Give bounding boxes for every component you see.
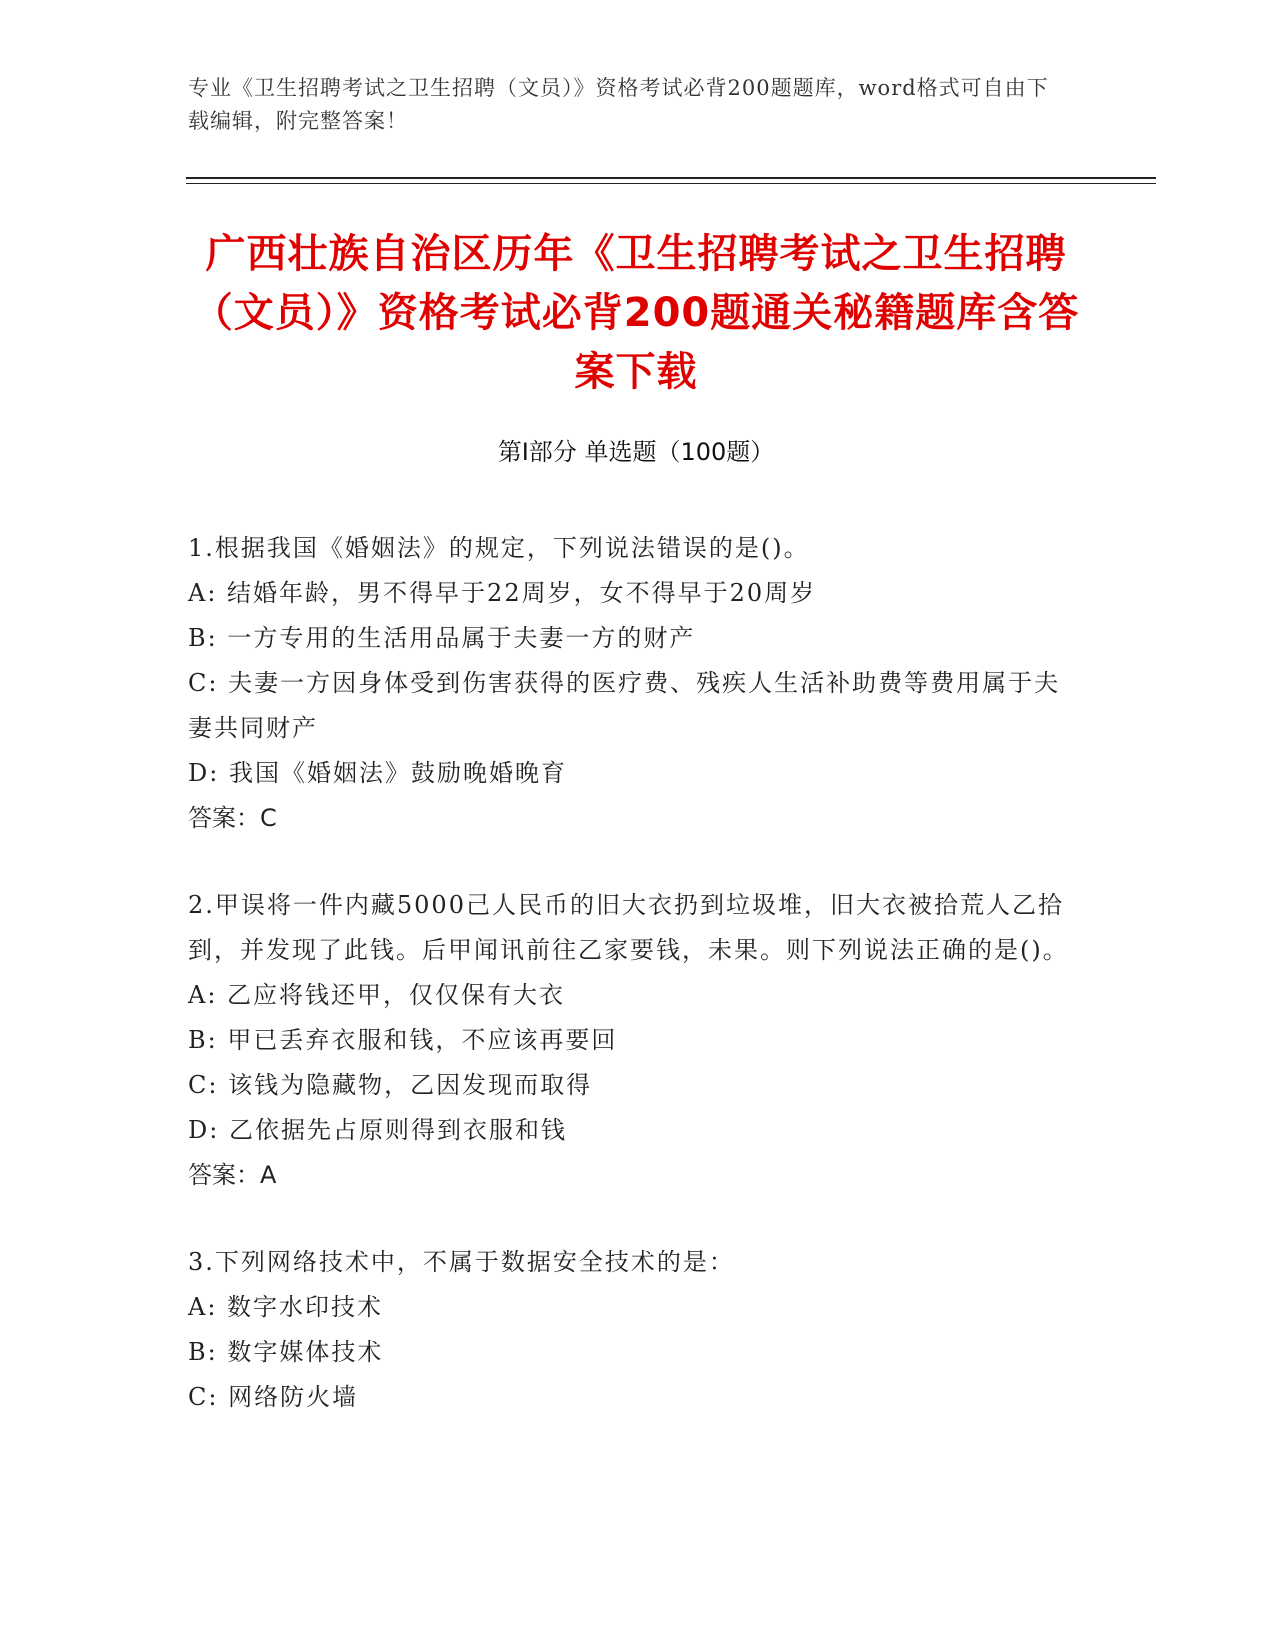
- question-stem: 3.下列网络技术中，不属于数据安全技术的是：: [188, 1248, 735, 1276]
- option-d: D: 我国《婚姻法》鼓励晚婚晚育: [188, 759, 567, 787]
- header-rule-thick: [186, 177, 1156, 179]
- option-b: B: 数字媒体技术: [188, 1338, 384, 1366]
- option-c: C: 夫妻一方因身体受到伤害获得的医疗费、残疾人生活补助费等费用属于夫妻共同财产: [188, 669, 1061, 742]
- header-rule-thin: [186, 183, 1156, 184]
- option-b: B: 一方专用的生活用品属于夫妻一方的财产: [188, 624, 696, 652]
- answer-line: 答案：A: [188, 1161, 277, 1189]
- section-title: 第Ⅰ部分 单选题（100题）: [497, 438, 775, 466]
- option-c: C: 该钱为隐藏物，乙因发现而取得: [188, 1071, 593, 1099]
- option-a: A: 数字水印技术: [188, 1293, 384, 1321]
- header-note: 专业《卫生招聘考试之卫生招聘（文员）》资格考试必背200题题库，word格式可自由下载编辑，附完整答案！: [188, 76, 1049, 133]
- option-d: D: 乙依据先占原则得到衣服和钱: [188, 1116, 567, 1144]
- question-2: [188, 883, 1078, 1198]
- option-a: A: 乙应将钱还甲，仅仅保有大衣: [188, 981, 566, 1009]
- question-list: [188, 526, 1078, 1462]
- option-a: A: 结婚年龄，男不得早于22周岁，女不得早于20周岁: [188, 579, 817, 607]
- question-1: [188, 526, 1078, 841]
- document-title: 广西壮族自治区历年《卫生招聘考试之卫生招聘（文员）》资格考试必背200题通关秘籍题库含答案下载: [192, 231, 1080, 395]
- option-c: C: 网络防火墙: [188, 1383, 359, 1411]
- question-stem: 1.根据我国《婚姻法》的规定，下列说法错误的是()。: [188, 534, 810, 562]
- option-b: B: 甲已丢弃衣服和钱，不应该再要回: [188, 1026, 618, 1054]
- question-3: [188, 1240, 1078, 1420]
- answer-line: 答案：C: [188, 804, 277, 832]
- question-stem: 2.甲误将一件内藏5000己人民币的旧大衣扔到垃圾堆，旧大衣被拾荒人乙拾到，并发现了此钱。后甲闻讯前往乙家要钱，未果。则下列说法正确的是()。: [188, 891, 1069, 964]
